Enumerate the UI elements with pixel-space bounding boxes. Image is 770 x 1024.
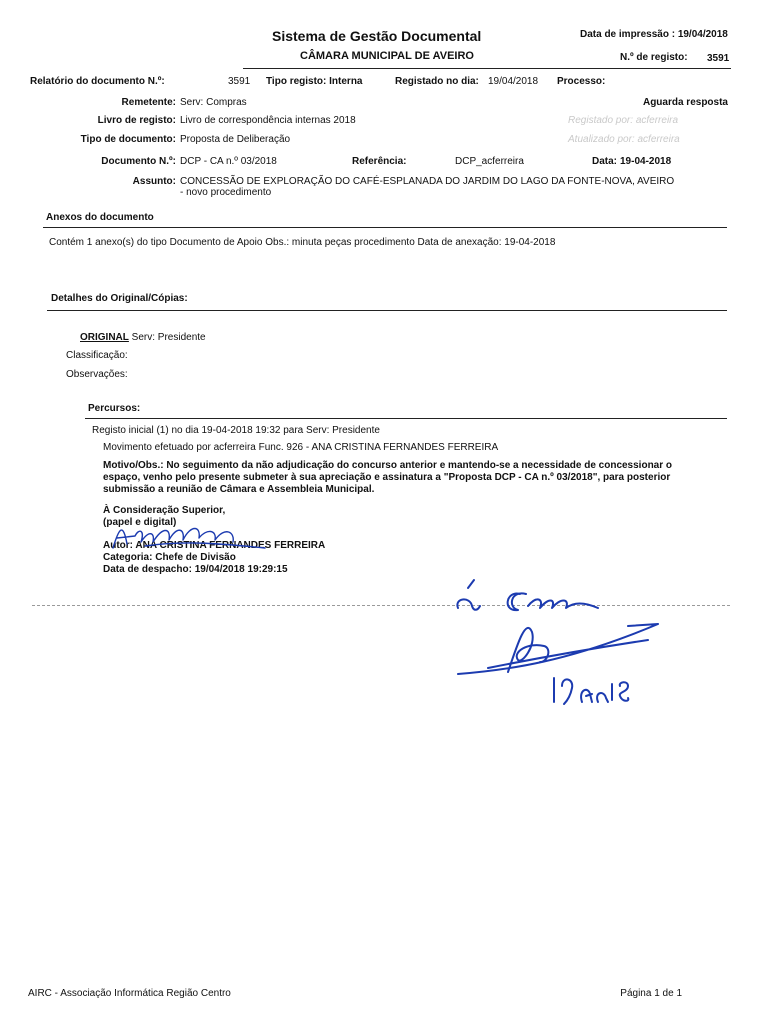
documento-num-label: Documento N.º: <box>101 156 176 167</box>
tipo-registo: Tipo registo: Interna <box>266 76 363 87</box>
papel-digital: (papel e digital) <box>103 517 177 528</box>
detalhes-heading: Detalhes do Original/Cópias: <box>51 293 188 304</box>
print-date: Data de impressão : 19/04/2018 <box>580 29 728 40</box>
motivo-line-1: Motivo/Obs.: No seguimento da não adjudicação do concurso anterior e mantendo-se a necessidade de concessionar o <box>103 460 673 471</box>
processo-label: Processo: <box>557 76 606 87</box>
movimento: Movimento efetuado por acferreira Func. 926 - ANA CRISTINA FERNANDES FERREIRA <box>103 442 499 453</box>
handwritten-note <box>448 568 608 618</box>
remetente-value: Serv: Compras <box>180 97 247 108</box>
original-label: ORIGINAL <box>80 332 129 343</box>
documento-num-value: DCP - CA n.º 03/2018 <box>180 156 277 167</box>
dashed-separator <box>32 605 730 606</box>
author-signature <box>105 518 275 558</box>
anexos-rule <box>43 227 727 228</box>
footer-left: AIRC - Associação Informática Região Centro <box>28 988 231 999</box>
percursos-rule <box>85 418 727 419</box>
system-title: Sistema de Gestão Documental <box>272 28 482 44</box>
assunto-line-1: CONCESSÃO DE EXPLORAÇÃO DO CAFÉ-ESPLANADA DO JARDIM DO LAGO DA FONTE-NOVA, AVEIRO <box>180 176 675 187</box>
data-despacho: Data de despacho: 19/04/2018 19:29:15 <box>103 564 288 575</box>
classificacao-label: Classificação: <box>66 350 128 361</box>
livro-value: Livro de correspondência internas 2018 <box>180 115 356 126</box>
referencia-value: DCP_acferreira <box>455 156 524 167</box>
anexos-line: Contém 1 anexo(s) do tipo Documento de Apoio Obs.: minuta peças procedimento Data de anexação: 19-04-2018 <box>49 237 556 248</box>
percursos-heading: Percursos: <box>88 403 141 414</box>
report-label: Relatório do documento N.º: <box>30 76 165 87</box>
registry-number: 3591 <box>707 53 730 64</box>
original-value: Serv: Presidente <box>131 332 206 343</box>
aguarda-resposta: Aguarda resposta <box>642 97 728 108</box>
registado-date: 19/04/2018 <box>488 76 539 87</box>
remetente-label: Remetente: <box>121 97 176 108</box>
registo-inicial: Registo inicial (1) no dia 19-04-2018 19:32 para Serv: Presidente <box>92 425 380 436</box>
atualizado-por: Atualizado por: acferreira <box>568 134 680 145</box>
footer-page: Página 1 de 1 <box>620 988 682 999</box>
detalhes-rule <box>47 310 727 311</box>
registado-label: Registado no dia: <box>395 76 479 87</box>
tipo-documento-label: Tipo de documento: <box>80 134 176 145</box>
handwritten-date <box>548 672 638 712</box>
observacoes-label: Observações: <box>66 369 128 380</box>
livro-label: Livro de registo: <box>97 115 176 126</box>
assunto-label: Assunto: <box>132 176 176 187</box>
assunto-line-2: - novo procedimento <box>180 187 272 198</box>
original-row <box>80 332 206 343</box>
motivo-line-3: submissão a reunião de Câmara e Assembleia Municipal. <box>103 484 375 495</box>
report-number: 3591 <box>228 76 251 87</box>
autor: Autor: ANA CRISTINA FERNANDES FERREIRA <box>103 540 326 551</box>
motivo-line-2: espaço, venho pelo presente submeter à sua apreciação e assinatura a "Proposta DCP - CA n.º 03/2018", para posterior <box>103 472 671 483</box>
registry-label: N.º de registo: <box>620 52 688 63</box>
categoria: Categoria: Chefe de Divisão <box>103 552 236 563</box>
tipo-documento-value: Proposta de Deliberação <box>180 134 291 145</box>
organization-name: CÂMARA MUNICIPAL DE AVEIRO <box>300 50 474 62</box>
consideracao: À Consideração Superior, <box>103 505 226 516</box>
data-label: Data: <box>592 156 618 167</box>
anexos-heading: Anexos do documento <box>46 212 154 223</box>
referencia-label: Referência: <box>352 156 407 167</box>
registado-por: Registado por: acferreira <box>568 115 679 126</box>
data-value: 19-04-2018 <box>620 156 672 167</box>
header-rule <box>243 68 731 69</box>
